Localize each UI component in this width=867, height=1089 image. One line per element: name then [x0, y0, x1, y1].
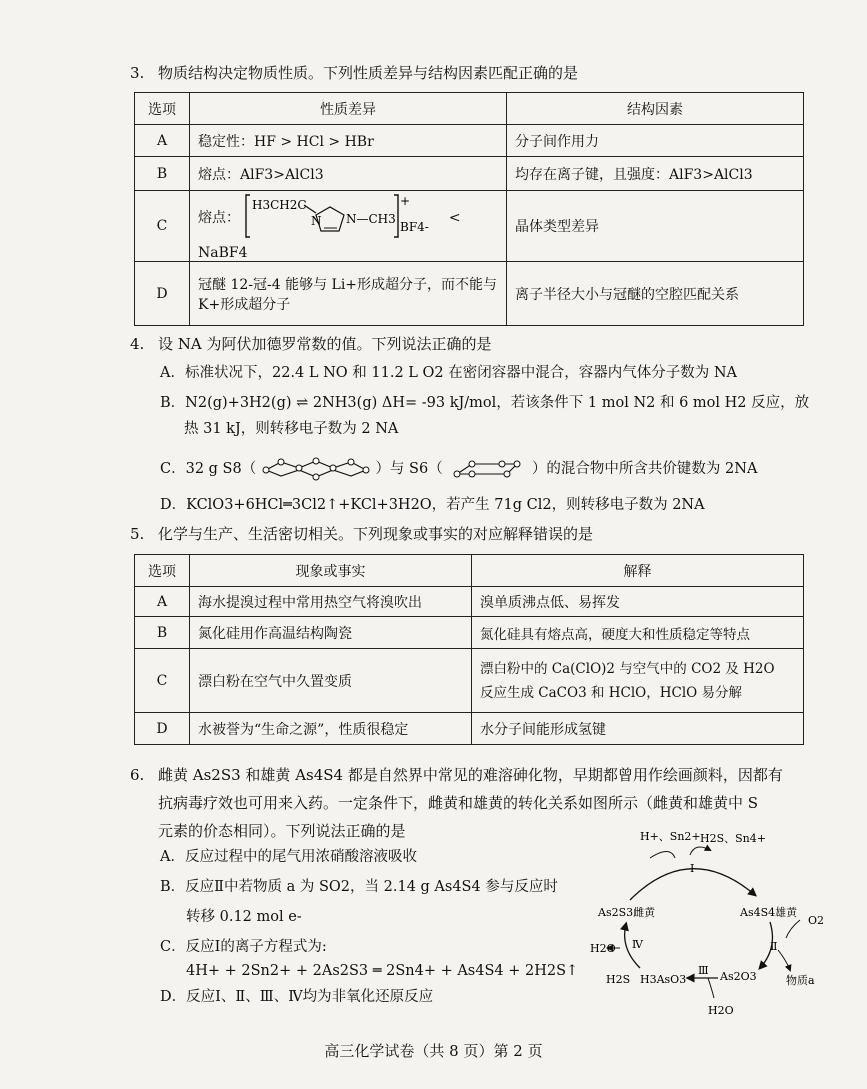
q3-header-option: 选项 — [135, 93, 190, 125]
property-cell: 熔点： H3CH2C N N—CH3 + BF4- < NaBF4 — [190, 191, 507, 262]
q4-option-b-cont: 热 31 kJ，则转移电子数为 2 NA — [184, 421, 399, 437]
ethyl-group: H3CH2C — [252, 198, 308, 212]
q3-stem: 3. 物质结构决定物质性质。下列性质差异与结构因素匹配正确的是 — [130, 64, 579, 82]
q6-option-a: A．反应过程中的尾气用浓硝酸溶液吸收 — [160, 849, 417, 865]
q5-header-fact: 现象或事实 — [190, 555, 472, 587]
q3-header-property: 性质差异 — [190, 93, 507, 125]
q6-line-1: 6. 雌黄 As2S3 和雄黄 As4S4 都是自然界中常见的难溶砷化物，早期都曾用作绘画颜料，因都有 — [130, 766, 783, 784]
option-label: B — [135, 617, 190, 649]
q5-header-explanation: 解释 — [472, 555, 804, 587]
label-reaction-III: Ⅲ — [698, 964, 709, 977]
fact-cell: 漂白粉在空气中久置变质 — [190, 649, 472, 713]
s6-ring-structure — [447, 456, 527, 482]
q5-table — [134, 554, 804, 745]
q6-option-b: B．反应Ⅱ中若物质 a 为 SO2，当 2.14 g As4S4 参与反应时 — [160, 879, 558, 895]
q4-stem: 4. 设 NA 为阿伏加德罗常数的值。下列说法正确的是 — [130, 335, 492, 353]
explanation-cell: 氮化硅具有熔点高，硬度大和性质稳定等特点 — [472, 617, 804, 649]
option-label: D — [135, 713, 190, 745]
tetrafluoroborate-anion: BF4- — [400, 220, 430, 234]
fact-cell: 海水提溴过程中常用热空气将溴吹出 — [190, 587, 472, 617]
ring-nitrogen: N — [311, 214, 322, 228]
label-reaction-II: Ⅱ — [770, 940, 778, 953]
factor-cell: 离子半径大小与冠醚的空腔匹配关系 — [507, 262, 804, 326]
option-label: A — [135, 125, 190, 157]
q4-option-a: A．标准状况下，22.4 L NO 和 11.2 L O2 在密闭容器中混合，容器内气体分子数为 NA — [160, 365, 738, 381]
table-row — [135, 262, 804, 326]
fact-cell: 水被誉为“生命之源”，性质很稳定 — [190, 713, 472, 745]
property-cell: 冠醚 12-冠-4 能够与 Li+形成超分子，而不能与 K+形成超分子 — [190, 262, 507, 326]
table-row — [135, 587, 804, 617]
label-reaction-I: Ⅰ — [690, 862, 695, 875]
explanation-cell: 水分子间能形成氢键 — [472, 713, 804, 745]
factor-cell: 分子间作用力 — [507, 125, 804, 157]
orpiment-right: As4S4雄黄 — [740, 906, 798, 919]
property-cell: 稳定性：HF > HCl > HBr — [190, 125, 507, 157]
oxygen: O2 — [808, 914, 825, 927]
q6-option-c: C．反应Ⅰ的离子方程式为: — [160, 939, 327, 955]
factor-cell: 晶体类型差异 — [507, 191, 804, 262]
q6-option-c-equation: 4H+ + 2Sn2+ + 2As2S3 ═ 2Sn4+ + As4S4 + 2H2S↑ — [186, 963, 579, 979]
option-label: C — [135, 649, 190, 713]
reaction-cycle-diagram — [590, 820, 860, 1020]
cation-charge: + — [400, 194, 411, 208]
fact-cell: 氮化硅用作高温结构陶瓷 — [190, 617, 472, 649]
property-cell: 熔点：AlF3>AlCl3 — [190, 157, 507, 191]
option-label: A — [135, 587, 190, 617]
table-row — [135, 157, 804, 191]
q4-option-b: B．N2(g)+3H2(g) ⇌ 2NH3(g) ΔH= -93 kJ/mol，若该条件下 1 mol N2 和 6 mol H2 反应，放 — [160, 395, 810, 411]
q3-header-factor: 结构因素 — [507, 93, 804, 125]
imidazolium-structure — [244, 191, 444, 245]
table-row — [135, 649, 804, 713]
products-out: H2S、Sn4+ — [700, 832, 766, 845]
substance-a: 物质a — [786, 974, 815, 987]
table-row — [135, 125, 804, 157]
arsenic-trioxide: As2O3 — [720, 970, 757, 983]
q4-option-d: D．KClO3+6HCl═3Cl2↑+KCl+3H2O，若产生 71g Cl2，则转移电子数为 2NA — [160, 497, 705, 513]
page-footer: 高三化学试卷（共 8 页）第 2 页 — [324, 1042, 543, 1060]
methyl-group: N—CH3 — [346, 212, 397, 226]
explanation-cell: 溴单质沸点低、易挥发 — [472, 587, 804, 617]
water-bottom: H2O — [708, 1004, 734, 1017]
table-row — [135, 713, 804, 745]
q6-line-2: 抗病毒疗效也可用来入药。一定条件下，雌黄和雄黄的转化关系如图所示（雌黄和雄黄中 S — [158, 794, 759, 812]
q6-option-b-cont: 转移 0.12 mol e- — [186, 909, 302, 925]
option-label: B — [135, 157, 190, 191]
table-row — [135, 191, 804, 262]
realgar-left: As2S3雌黄 — [598, 906, 656, 919]
q5-stem: 5. 化学与生产、生活密切相关。下列现象或事实的对应解释错误的是 — [130, 525, 594, 543]
q4-option-c: C．32 g S8（ ）与 S6（ ）的混合物中所含共价键数为 2NA — [160, 456, 757, 482]
arsenous-acid: H3AsO3 — [640, 973, 687, 986]
q5-header-option: 选项 — [135, 555, 190, 587]
q6-line-3: 元素的价态相同）。下列说法正确的是 — [158, 822, 406, 840]
option-label: C — [135, 191, 190, 262]
hydrogen-sulfide: H2S — [606, 973, 631, 986]
option-label: D — [135, 262, 190, 326]
table-row — [135, 617, 804, 649]
reagents-in: H+、Sn2+ — [640, 830, 701, 843]
explanation-cell: 漂白粉中的 Ca(ClO)2 与空气中的 CO2 及 H2O 反应生成 CaCO3 和 HClO，HClO 易分解 — [472, 649, 804, 713]
q6-option-d: D．反应Ⅰ、Ⅱ、Ⅲ、Ⅳ均为非氧化还原反应 — [160, 989, 434, 1005]
water-left: H2O — [590, 942, 616, 955]
s8-ring-structure — [261, 456, 371, 482]
label-reaction-IV: Ⅳ — [632, 938, 643, 951]
q3-table — [134, 92, 804, 326]
factor-cell: 均存在离子键，且强度：AlF3>AlCl3 — [507, 157, 804, 191]
